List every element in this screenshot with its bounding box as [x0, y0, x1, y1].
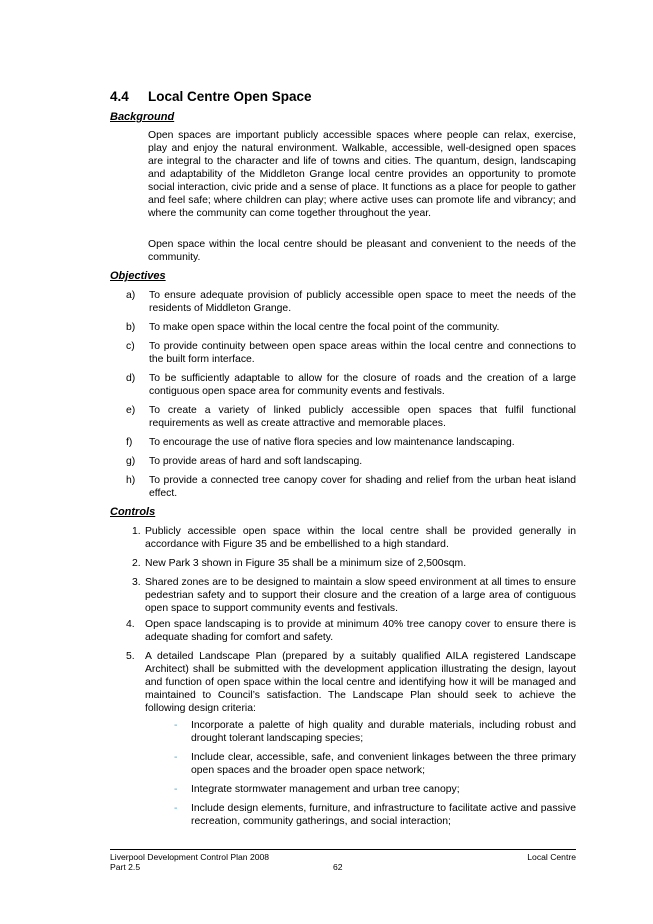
control-text: Publicly accessible open space within the local centre shall be provided generally in accordance with Figure 35 and be embellished to a high standard. [145, 526, 576, 550]
objective-text: To encourage the use of native flora species and low maintenance landscaping. [149, 437, 515, 448]
criteria-text: Include clear, accessible, safe, and convenient linkages between the three primary open spaces and the broader open space network; [191, 752, 576, 776]
criteria-text: Include design elements, furniture, and infrastructure to facilitate active and passive recreation, community gatherings, and social interaction; [191, 803, 576, 827]
criteria-item [110, 783, 576, 796]
objective-label: b) [126, 322, 136, 333]
objective-item [110, 404, 576, 430]
footer-page-number: 62 [333, 862, 343, 872]
section-title-text: Local Centre Open Space [148, 89, 312, 104]
criteria-item [110, 802, 576, 828]
objective-text: To provide areas of hard and soft landscaping. [149, 456, 363, 467]
objective-item [110, 372, 576, 398]
criteria-item [110, 719, 576, 745]
criteria-marker: - [174, 720, 178, 731]
objective-item [110, 436, 576, 449]
criteria-marker: - [174, 784, 178, 795]
criteria-marker: - [174, 752, 178, 763]
control-item [110, 525, 576, 551]
controls-heading: Controls [110, 506, 156, 518]
control-text: New Park 3 shown in Figure 35 shall be a minimum size of 2,500sqm. [145, 558, 467, 569]
section-title [110, 89, 312, 104]
control-text: A detailed Landscape Plan (prepared by a suitably qualified AILA registered Landscape Architect) shall be submitted with the development application illustrating the design, layout and function of open space within the local centre and identifying how it will be managed and maintained to Council’s satisfaction. The Landscape Plan should seek to achieve the following design criteria: [145, 651, 576, 714]
criteria-text: Integrate stormwater management and urban tree canopy; [191, 784, 460, 795]
control-label: 2. [132, 558, 141, 569]
control-label: 3. [132, 577, 141, 588]
section-number: 4.4 [110, 89, 129, 104]
objective-item [110, 340, 576, 366]
footer-part: Part 2.5 [110, 862, 141, 872]
objective-label: f) [126, 437, 133, 448]
footer-divider [110, 849, 576, 850]
control-label: 1. [132, 526, 141, 537]
objective-text: To provide continuity between open space areas within the local centre and connections to the built form interface. [149, 341, 576, 365]
objective-item [110, 474, 576, 500]
objectives-heading: Objectives [110, 270, 166, 282]
objective-label: g) [126, 456, 136, 467]
objective-label: a) [126, 290, 136, 301]
footer-chapter: Local Centre [527, 852, 576, 862]
objective-label: d) [126, 373, 136, 384]
criteria-item [110, 751, 576, 777]
objective-item [110, 321, 576, 334]
objective-label: h) [126, 475, 136, 486]
footer-document-title: Liverpool Development Control Plan 2008 [110, 852, 270, 862]
objective-label: c) [126, 341, 135, 352]
objective-text: To create a variety of linked publicly accessible open spaces that fulfil functional requirements as well as create attractive and memorable places. [149, 405, 576, 429]
objective-text: To be sufficiently adaptable to allow for the closure of roads and the creation of a large contiguous open space area for community events and festivals. [149, 373, 576, 397]
control-item [110, 618, 576, 644]
objective-label: e) [126, 405, 136, 416]
criteria-marker: - [174, 803, 178, 814]
objective-text: To provide a connected tree canopy cover for shading and relief from the urban heat island effect. [149, 475, 576, 499]
criteria-text: Incorporate a palette of high quality and durable materials, including robust and drought tolerant landscaping species; [191, 720, 576, 744]
control-label: 4. [126, 619, 135, 630]
objective-text: To ensure adequate provision of publicly accessible open space to meet the needs of the residents of Middleton Grange. [149, 290, 576, 314]
objective-item [110, 455, 576, 468]
control-label: 5. [126, 651, 135, 662]
control-item [110, 650, 576, 715]
control-item [110, 576, 576, 615]
background-heading: Background [110, 111, 175, 123]
background-paragraph-2: Open space within the local centre should be pleasant and convenient to the needs of the community. [148, 239, 576, 263]
control-text: Open space landscaping is to provide at minimum 40% tree canopy cover to ensure there is adequate shading for comfort and safety. [145, 619, 576, 643]
objective-item [110, 289, 576, 315]
control-item [110, 557, 576, 570]
control-text: Shared zones are to be designed to maintain a slow speed environment at all times to ensure pedestrian safety and to support their closure and the creation of a large area of contiguous open space to support community events and festivals. [145, 577, 576, 614]
objective-text: To make open space within the local centre the focal point of the community. [149, 322, 500, 333]
background-paragraph-1: Open spaces are important publicly accessible spaces where people can relax, exercise, play and enjoy the natural environment. Walkable, accessible, well-designed open spaces are integral to the character and life of towns and cities. The quantum, design, landscaping and adaptability of the Middleton Grange local centre provides an opportunity to promote social interaction, civic pride and a sense of place. It functions as a place for people to gather and feel safe; where children can play; where active uses can promote life and vibrancy; and where the community can come together throughout the year. [148, 130, 576, 219]
